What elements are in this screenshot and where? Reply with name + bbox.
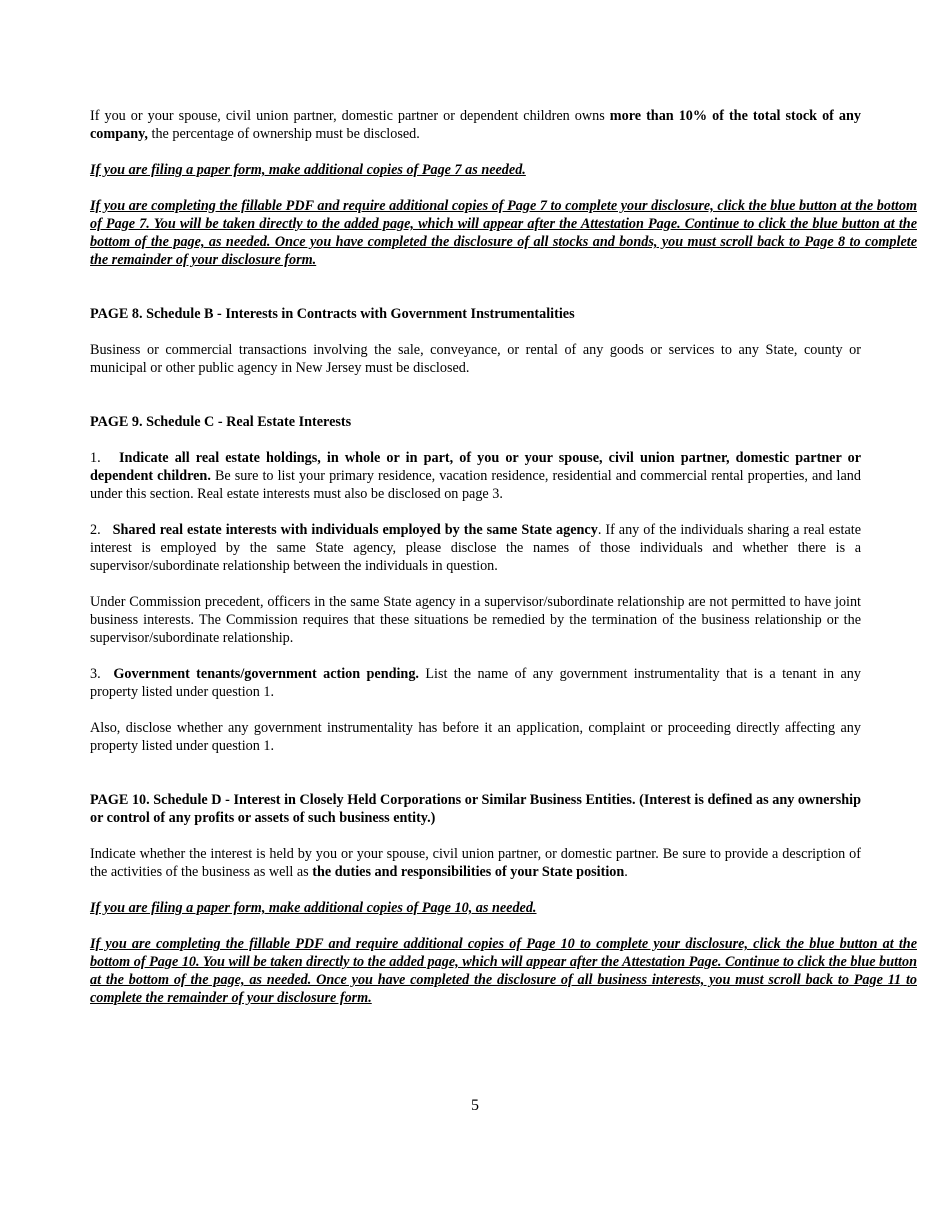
paper-form-note-page10: If you are filing a paper form, make additional copies of Page 10, as needed. <box>90 900 537 916</box>
page10-heading: PAGE 10. Schedule D - Interest in Closely Held Corporations or Similar Business Entities. (Interest is defined as any ownership or control of any profits or assets of such business entity.) <box>90 792 861 826</box>
fillable-pdf-note-page10: If you are completing the fillable PDF and require additional copies of Page 10 to complete your disclosure, click the blue button at the bottom of Page 10. You will be taken directly to the added page, which will appear after the Attestation Page. Continue to click the blue button at the bottom of the page, as needed. Once you have completed the disclosure of all business interests, you must scroll back to Page 11 to complete the remainder of your disclosure form. <box>90 936 917 1006</box>
paper-form-note-page7: If you are filing a paper form, make additional copies of Page 7 as needed. <box>90 162 526 178</box>
page9-item2: 2. Shared real estate interests with individuals employed by the same State agency. If any of the individuals sharing a real estate interest is employed by the same State agency, please disclose the names of those individuals and whether there is a supervisor/subordinate relationship between the individuals in question. <box>90 522 861 574</box>
stock-ownership-paragraph: If you or your spouse, civil union partner, domestic partner or dependent children owns more than 10% of the total stock of any company, the percentage of ownership must be disclosed. <box>90 108 861 142</box>
page8-body: Business or commercial transactions involving the sale, conveyance, or rental of any goods or services to any State, county or municipal or other public agency in New Jersey must be disclosed. <box>90 342 861 376</box>
page9-also: Also, disclose whether any government instrumentality has before it an application, complaint or proceeding directly affecting any property listed under question 1. <box>90 720 861 754</box>
page9-precedent: Under Commission precedent, officers in the same State agency in a supervisor/subordinate relationship are not permitted to have joint business interests. The Commission requires that these situations be remedied by the termination of the business relationship or the supervisor/subordinate relationship. <box>90 594 861 646</box>
page8-heading: PAGE 8. Schedule B - Interests in Contracts with Government Instrumentalities <box>90 306 575 322</box>
page9-item1: 1. Indicate all real estate holdings, in whole or in part, of you or your spouse, civil union partner, domestic partner or dependent children. Be sure to list your primary residence, vacation residence, residential and commercial rental properties, and land under this section. Real estate interests must also be disclosed on page 3. <box>90 450 862 502</box>
page-number: 5 <box>471 1097 479 1114</box>
page9-heading: PAGE 9. Schedule C - Real Estate Interests <box>90 414 352 430</box>
page9-item3: 3. Government tenants/government action pending. List the name of any government instrumentality that is a tenant in any property listed under question 1. <box>90 666 861 700</box>
fillable-pdf-note-page7: If you are completing the fillable PDF and require additional copies of Page 7 to complete your disclosure, click the blue button at the bottom of Page 7. You will be taken directly to the added page, which will appear after the Attestation Page. Continue to click the blue button at the bottom of the page, as needed. Once you have completed the disclosure of all stocks and bonds, you must scroll back to Page 8 to complete the remainder of your disclosure form. <box>90 198 917 268</box>
page10-body: Indicate whether the interest is held by you or your spouse, civil union partner, or domestic partner. Be sure to provide a description of the activities of the business as well as the duties and responsibilities of your State position. <box>90 846 861 880</box>
document-page <box>90 107 917 1025</box>
